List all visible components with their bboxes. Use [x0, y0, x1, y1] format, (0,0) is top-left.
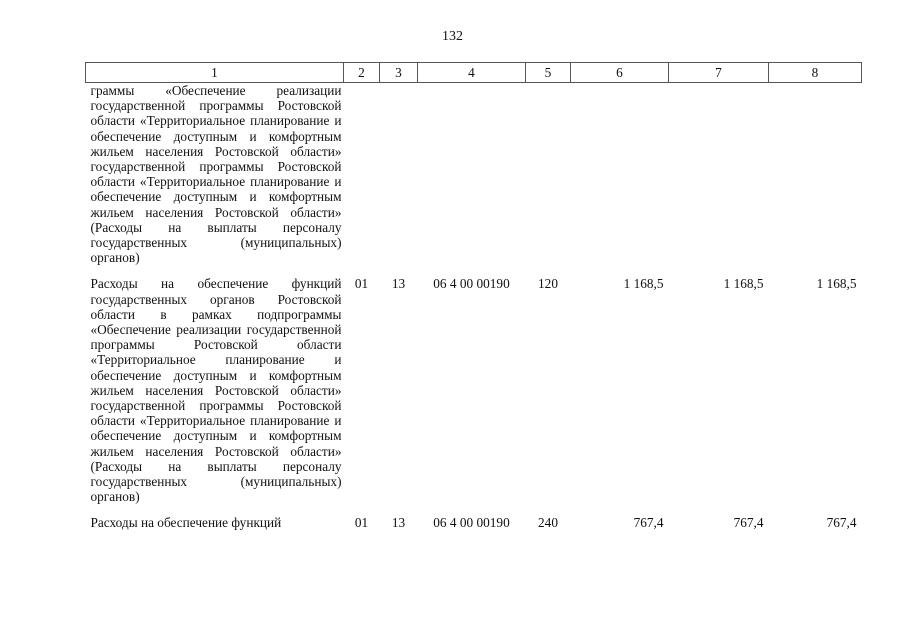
- header-col-3: 3: [380, 63, 418, 83]
- row-expense-type: 240: [538, 515, 558, 531]
- header-col-7: 7: [669, 63, 769, 83]
- row-section: 01: [354, 276, 369, 292]
- header-col-1: 1: [86, 63, 344, 83]
- row-subsection: [380, 83, 418, 266]
- row-expense-type: 120: [538, 276, 558, 292]
- table-row: [86, 83, 862, 266]
- row-subsection: 13: [391, 515, 406, 531]
- row-target: 06 4 00 00190: [433, 276, 510, 292]
- page-number: 132: [442, 29, 463, 44]
- row-amount-3: 1 168,5: [816, 276, 857, 292]
- header-col-5: 5: [526, 63, 571, 83]
- header-col-6: 6: [571, 63, 669, 83]
- row-description: Расходы на обеспечение функций государственных органов Ростовской области в рамках подпрограммы «Обеспечение реализации государственной программы Ростовской области «Территориальное планирование и обеспечение доступным и комфортным жильем населения Ростовской области» государственной программы Ростовской области «Территориальное планирование и обеспечение доступным и комфортным жильем населения Ростовской области» (Расходы на выплаты персоналу государственных (муниципальных) органов): [90, 276, 342, 505]
- header-col-4: 4: [418, 63, 526, 83]
- row-amount-1: 767,4: [633, 515, 664, 531]
- row-amount-3: 767,4: [826, 515, 857, 531]
- row-amount-1: [571, 83, 669, 266]
- row-amount-3: [769, 83, 862, 266]
- header-col-2: 2: [344, 63, 380, 83]
- row-amount-2: 1 168,5: [723, 276, 764, 292]
- row-amount-1: 1 168,5: [623, 276, 664, 292]
- header-row: [86, 63, 862, 83]
- row-expense-type: [526, 83, 571, 266]
- header-col-8: 8: [769, 63, 862, 83]
- row-amount-2: 767,4: [733, 515, 764, 531]
- row-section: [344, 83, 380, 266]
- row-section: 01: [354, 515, 369, 531]
- row-description: Расходы на обеспечение функций: [90, 515, 282, 531]
- row-target: 06 4 00 00190: [433, 515, 510, 531]
- row-description: граммы «Обеспечение реализации государственной программы Ростовской области «Территориальное планирование и обеспечение доступным и комфортным жильем населения Ростовской области» государственной программы Ростовской области «Территориальное планирование и обеспечение доступным и комфортным жильем населения Ростовской области» (Расходы на выплаты персоналу государственных (муниципальных) органов): [90, 83, 342, 266]
- table-row: [86, 265, 862, 504]
- budget-table: [85, 62, 862, 531]
- row-amount-2: [669, 83, 769, 266]
- table-header: [86, 63, 862, 83]
- row-target: [418, 83, 526, 266]
- table-row: [86, 504, 862, 530]
- row-subsection: 13: [391, 276, 406, 292]
